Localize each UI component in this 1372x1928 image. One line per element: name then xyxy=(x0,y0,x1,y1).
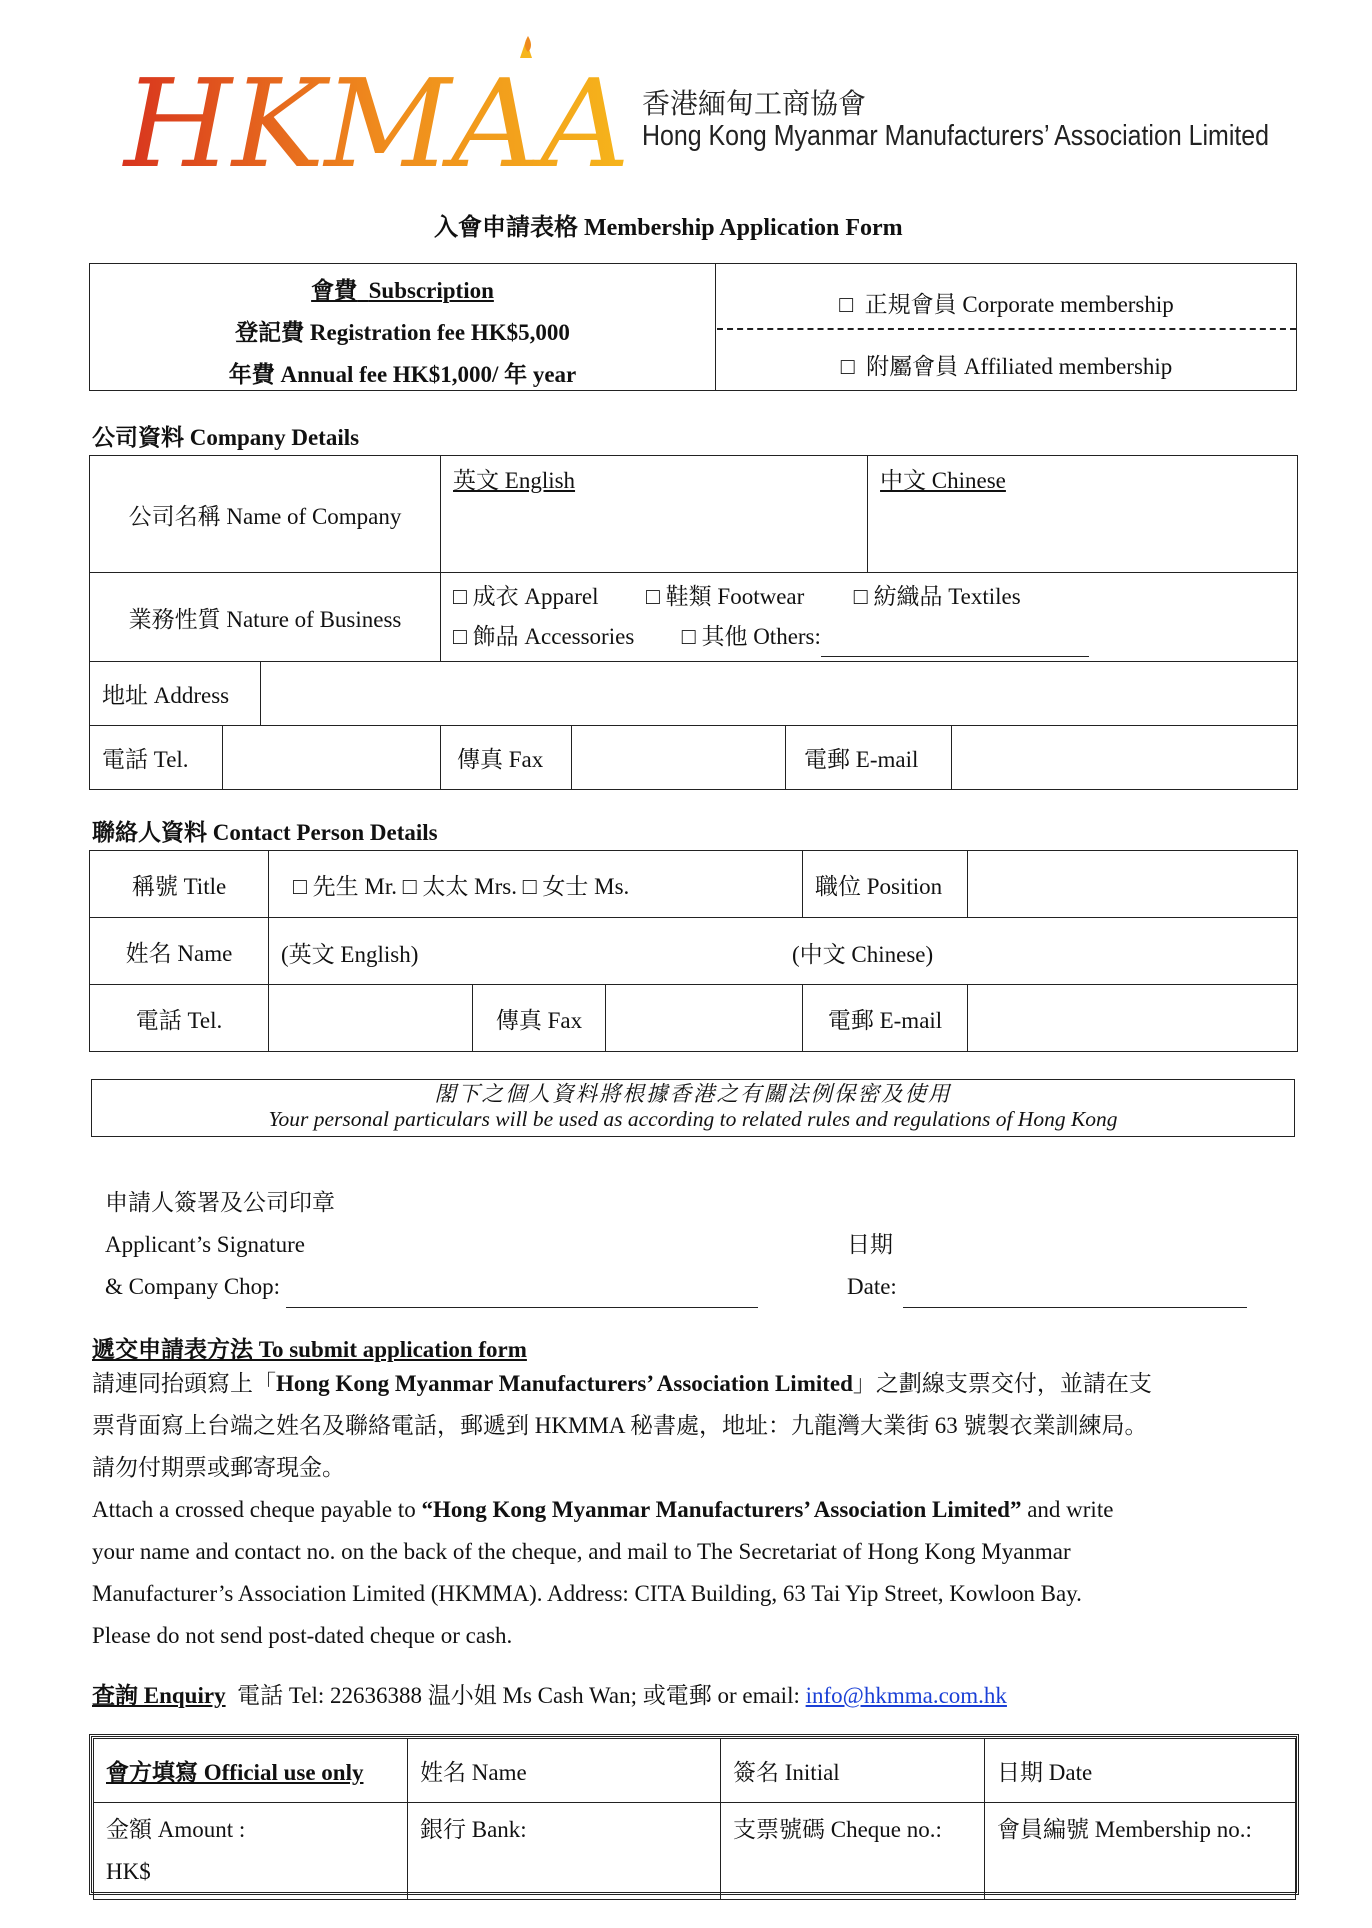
option-apparel[interactable]: □ 成衣 Apparel xyxy=(453,584,598,609)
option-textiles[interactable]: □ 紡織品 Textiles xyxy=(854,584,1021,609)
chinese-label: 中文 Chinese xyxy=(880,468,1006,493)
contact-email-label: 電郵 E-mail xyxy=(803,985,968,1052)
checkbox-icon[interactable] xyxy=(453,584,467,609)
org-name-en: Hong Kong Myanmar Manufacturers’ Association Limited xyxy=(642,120,1270,152)
company-fax-label: 傳真 Fax xyxy=(441,726,572,790)
checkbox-icon[interactable] xyxy=(854,584,868,609)
official-amount-cell: 金額 Amount : HK$ xyxy=(94,1803,408,1900)
contact-section-title: 聯絡人資料 Contact Person Details xyxy=(92,820,438,845)
checkbox-icon[interactable] xyxy=(453,624,467,649)
contact-email-field[interactable] xyxy=(968,985,1298,1052)
subscription-box xyxy=(89,263,1297,391)
checkbox-icon[interactable] xyxy=(682,624,696,649)
signature-block xyxy=(105,1182,758,1308)
submit-heading: 遞交申請表方法 To submit application form xyxy=(92,1337,527,1362)
submit-instructions: 請連同抬頭寫上「Hong Kong Myanmar Manufacturers’ Association Limited」之劃線支票交付，並請在支 票背面寫上台端之姓名及聯絡電話，郵遞到 HKMMA 秘書處，地址：九龍灣大業街 63 號製衣業訓練局。 請勿付期票或郵寄現金。 Attach a crossed cheque payable to “Hong Kong Myanmar Manufacturers’ Association Limited” and write your name and contact no. on the back of the cheque, and mail to The Secretariat of Hong Kong Myanmar Manufacturer’s Association Limited (HKMMA). Address: CITA Building, 63 Tai Yip Street, Kowloon Bay. Please do not send post-dated cheque or cash. xyxy=(92,1371,1152,1648)
name-chinese-hint: (中文 Chinese) xyxy=(792,942,934,967)
affiliated-membership-option[interactable]: □ 附屬會員 Affiliated membership xyxy=(717,348,1296,381)
name-field[interactable] xyxy=(269,918,1298,985)
official-membership-label: 會員編號 Membership no.: xyxy=(985,1803,1296,1900)
company-name-english-field[interactable] xyxy=(441,456,868,573)
official-initial-label: 簽名 Initial xyxy=(721,1739,985,1803)
subscription-heading: 會費 Subscription xyxy=(311,278,494,303)
position-field[interactable] xyxy=(968,851,1298,918)
name-english-hint: (英文 English) xyxy=(281,942,419,967)
company-section-title: 公司資料 Company Details xyxy=(92,425,360,450)
date-block xyxy=(847,1224,1247,1308)
others-input[interactable] xyxy=(821,632,1089,657)
checkbox-icon[interactable] xyxy=(403,874,417,899)
official-name-label: 姓名 Name xyxy=(408,1739,721,1803)
option-others[interactable]: □ 其他 Others: xyxy=(682,624,821,649)
official-use-table xyxy=(93,1738,1296,1900)
checkbox-icon[interactable] xyxy=(839,292,853,317)
contact-tel-label: 電話 Tel. xyxy=(90,985,269,1052)
option-accessories[interactable]: □ 飾品 Accessories xyxy=(453,624,634,649)
company-tel-field[interactable] xyxy=(223,726,441,790)
company-email-field[interactable] xyxy=(952,726,1298,790)
contact-fax-label: 傳真 Fax xyxy=(473,985,606,1052)
official-use-title: 會方填寫 Official use only xyxy=(94,1739,408,1803)
enquiry-line xyxy=(92,1677,1007,1710)
annual-fee: 年費 Annual fee HK$1,000/ 年 year xyxy=(228,362,577,387)
company-name-chinese-field[interactable] xyxy=(868,456,1298,573)
checkbox-icon[interactable] xyxy=(841,354,855,379)
official-cheque-label: 支票號碼 Cheque no.: xyxy=(721,1803,985,1900)
option-mr[interactable]: □ 先生 Mr. xyxy=(293,874,397,899)
logo-mark-icon xyxy=(118,36,638,196)
option-footwear[interactable]: □ 鞋類 Footwear xyxy=(646,584,804,609)
company-email-label: 電郵 E-mail xyxy=(786,726,952,790)
logo xyxy=(118,36,638,196)
business-nature-options xyxy=(441,573,1298,662)
privacy-notice-zh: 閣下之個人資料將根據香港之有關法例保密及使用 xyxy=(434,1082,952,1106)
contact-table xyxy=(89,850,1298,1052)
option-ms[interactable]: □ 女士 Ms. xyxy=(523,874,630,899)
company-fax-field[interactable] xyxy=(572,726,786,790)
signature-label-en: Applicant’s Signature xyxy=(105,1232,305,1257)
company-table xyxy=(89,455,1298,790)
registration-fee: 登記費 Registration fee HK$5,000 xyxy=(235,320,570,345)
address-label: 地址 Address xyxy=(90,662,261,726)
logo-wordmark: HKMAA xyxy=(121,53,630,195)
checkbox-icon[interactable] xyxy=(523,874,537,899)
official-date-label: 日期 Date xyxy=(985,1739,1296,1803)
english-label: 英文 English xyxy=(453,468,576,493)
corporate-membership-option[interactable]: □ 正規會員 Corporate membership xyxy=(717,286,1296,319)
position-label: 職位 Position xyxy=(803,851,968,918)
name-label: 姓名 Name xyxy=(90,918,269,985)
official-bank-label: 銀行 Bank: xyxy=(408,1803,721,1900)
enquiry-email-link[interactable]: info@hkmma.com.hk xyxy=(805,1683,1007,1708)
official-use-box xyxy=(89,1734,1299,1895)
form-title: 入會申請表格 Membership Application Form xyxy=(434,215,903,241)
title-options xyxy=(269,851,803,918)
address-field[interactable] xyxy=(261,662,1298,726)
title-label: 稱號 Title xyxy=(90,851,269,918)
date-input[interactable] xyxy=(903,1283,1247,1308)
checkbox-icon[interactable] xyxy=(293,874,307,899)
checkbox-icon[interactable] xyxy=(646,584,660,609)
company-name-label: 公司名稱 Name of Company xyxy=(90,456,441,573)
privacy-notice xyxy=(91,1079,1295,1137)
date-label-en: Date: xyxy=(847,1274,897,1299)
enquiry-text: 電話 Tel: 22636388 温小姐 Ms Cash Wan; 或電郵 or email: xyxy=(237,1683,800,1708)
privacy-notice-en: Your personal particulars will be used as according to related rules and regulations of Hong Kong xyxy=(268,1107,1118,1131)
signature-label-chop: & Company Chop: xyxy=(105,1274,281,1299)
signature-input[interactable] xyxy=(286,1283,758,1308)
contact-fax-field[interactable] xyxy=(606,985,803,1052)
company-tel-label: 電話 Tel. xyxy=(90,726,223,790)
signature-label-zh: 申請人簽署及公司印章 xyxy=(105,1190,335,1215)
enquiry-label: 查詢 Enquiry xyxy=(92,1683,226,1708)
contact-tel-field[interactable] xyxy=(269,985,473,1052)
org-name-zh: 香港緬甸工商協會 xyxy=(642,87,867,120)
date-label-zh: 日期 xyxy=(847,1232,893,1257)
business-nature-label: 業務性質 Nature of Business xyxy=(90,573,441,662)
option-mrs[interactable]: □ 太太 Mrs. xyxy=(403,874,517,899)
